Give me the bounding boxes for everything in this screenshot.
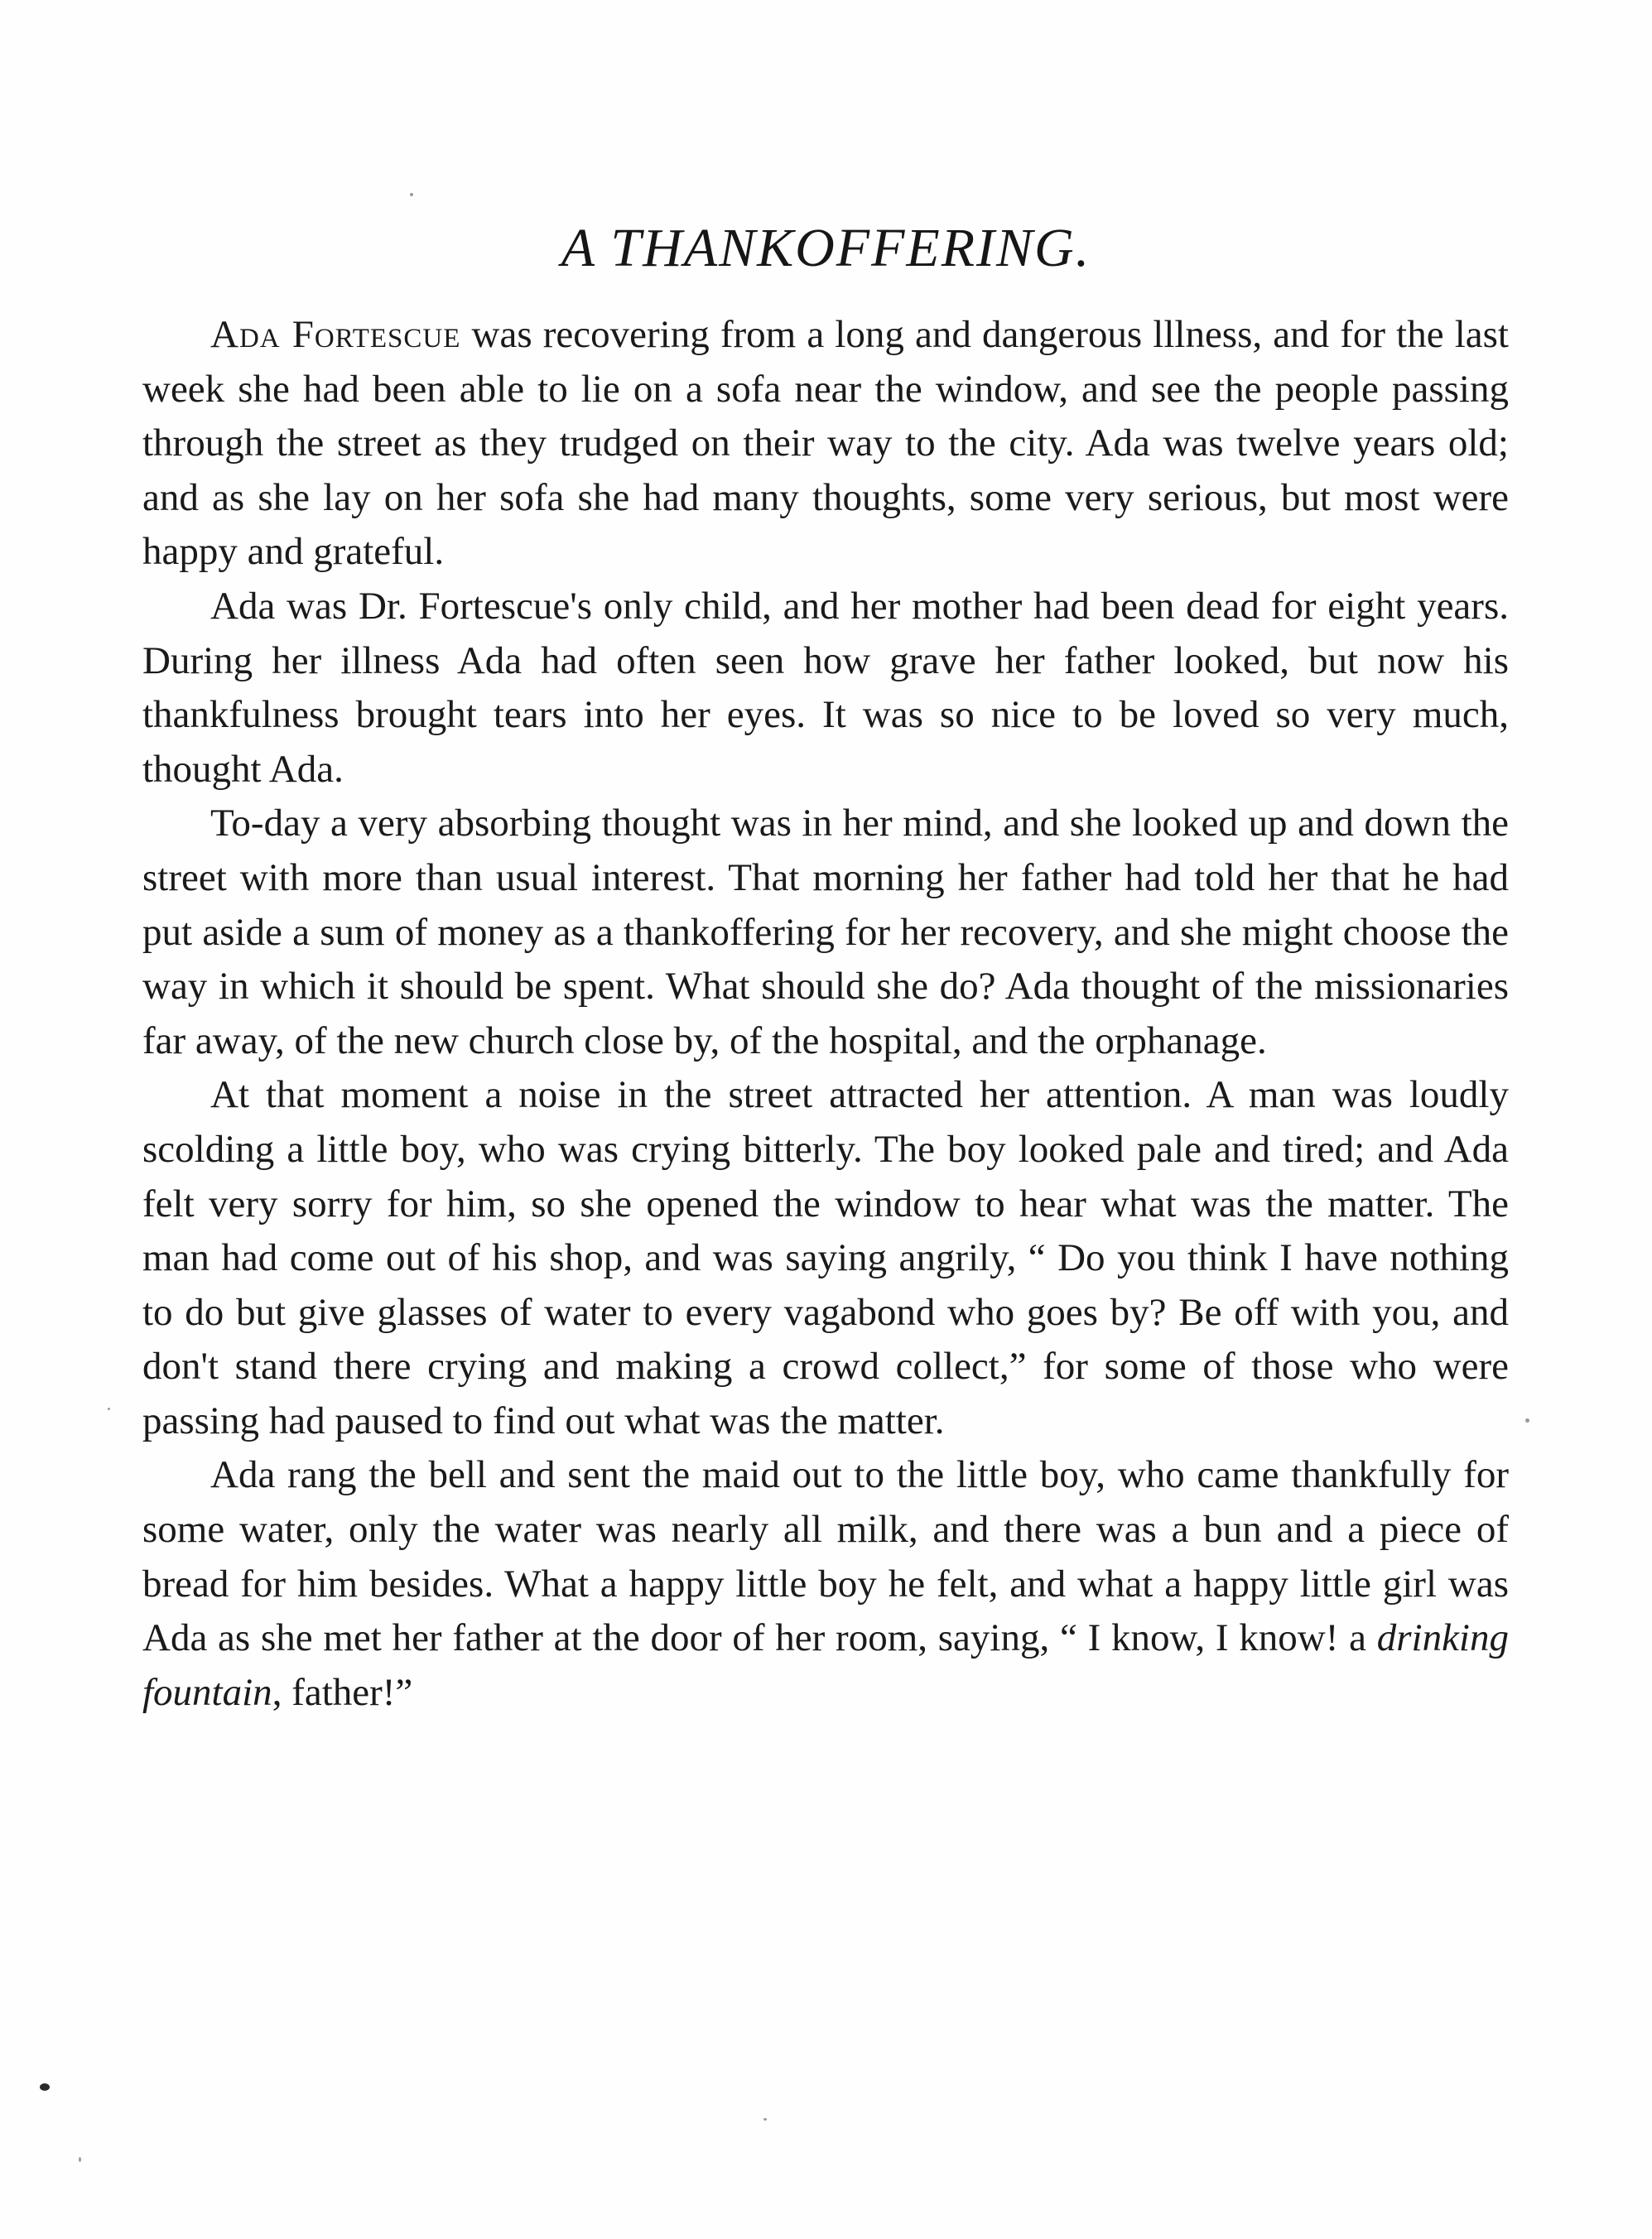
ink-speck bbox=[79, 2157, 81, 2162]
paragraph-1-text: was recovering from a long and dangerous lllness, and for the last week she had been able to lie on a sofa near the window, and see the people passing through the street as they trudged on their way to the city. Ada was twelve years old; and as she lay on her sofa she had many thoughts, some very serious, but most were happy and grateful. bbox=[142, 313, 1509, 574]
opening-name: Ada Fortescue bbox=[210, 313, 461, 356]
paragraph-2: Ada was Dr. Fortescue's only child, and her mother had been dead for eight years. During her illness Ada had often seen how grave her father looked, but now his thankfulness brought tears into her eyes. It was so nice to be loved so very much, thought Ada. bbox=[142, 584, 1509, 791]
ink-speck bbox=[40, 2083, 50, 2091]
ink-speck bbox=[763, 2118, 767, 2121]
ink-speck bbox=[1525, 1418, 1529, 1423]
ink-speck bbox=[410, 193, 413, 196]
emphasized-phrase: drinking fountain bbox=[142, 1616, 1509, 1714]
page-title: A THANKOFFERING. bbox=[561, 218, 1091, 278]
paragraph-5 bbox=[142, 1448, 1509, 1720]
paragraph-3: To-day a very absorbing thought was in her mind, and she looked up and down the street with more than usual interest. That morning her father had told her that he had put aside a sum of money as a thankoffering for her recovery, and she might choose the way in which it should be spent. What should she do? Ada thought of the missionaries far away, of the new church close by, of the hospital, and the orphanage. bbox=[142, 802, 1509, 1062]
paragraph-5-text: Ada rang the bell and sent the maid out to the little boy, who came thankfully for some water, only the water was nearly all milk, and there was a bun and a piece of bread for him besides. What a happy little boy he felt, and what a happy little girl was Ada as she met her father at the door of her room, saying, “ I know, I know! a bbox=[142, 1453, 1509, 1660]
paragraph-4: At that moment a noise in the street attracted her attention. A man was loudly scolding a little boy, who was crying bitterly. The boy looked pale and tired; and Ada felt very sorry for him, so she opened the window to hear what was the matter. The man had come out of his shop, and was saying angrily, “ Do you think I have nothing to do but give glasses of water to every vagabond who goes by? Be off with you, and don't stand there crying and making a crowd collect,” for some of those who were passing had paused to find out what was the matter. bbox=[142, 1073, 1509, 1442]
story-body bbox=[142, 308, 1509, 1720]
ink-speck bbox=[108, 1408, 110, 1410]
paragraph-1 bbox=[142, 308, 1509, 580]
paragraph-5-closing: , father!” bbox=[272, 1670, 413, 1714]
